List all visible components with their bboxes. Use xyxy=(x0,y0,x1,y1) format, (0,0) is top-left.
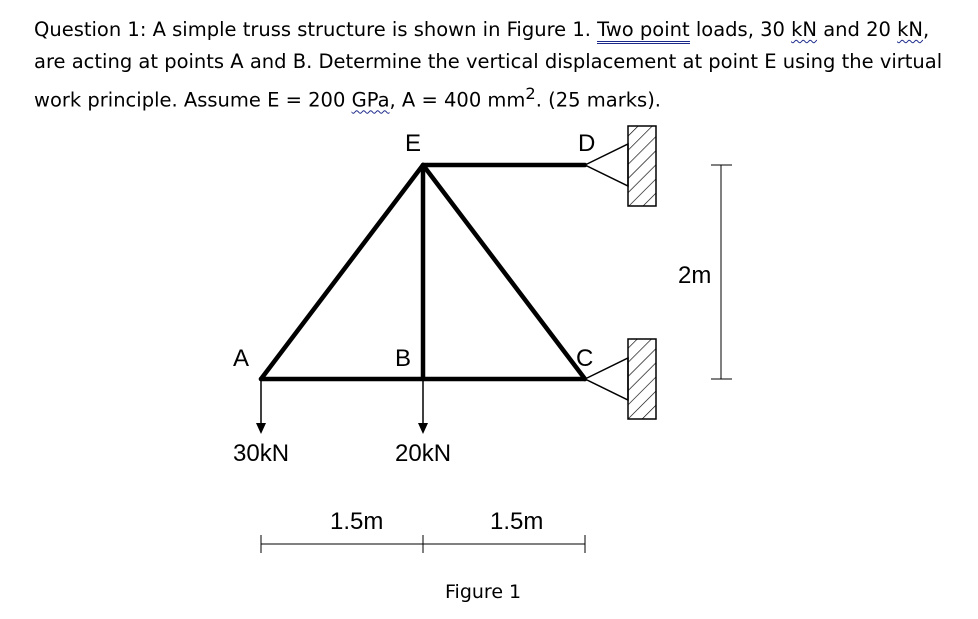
support-d xyxy=(585,126,656,206)
question-prefix: Question 1: A simple truss structure is shown in Figure 1. xyxy=(34,18,598,41)
truss-members xyxy=(261,165,585,379)
two-point-text: Two point xyxy=(597,18,690,44)
superscript-2: 2 xyxy=(525,84,536,103)
height-dimension xyxy=(711,165,732,379)
kn-unit-1: kN xyxy=(791,18,818,41)
kn-unit-2: kN xyxy=(897,18,924,41)
support-c-wall xyxy=(628,339,656,419)
node-label-e: E xyxy=(405,130,422,157)
dimension-label-height: 2m xyxy=(678,262,712,289)
node-label-d: D xyxy=(578,130,596,157)
gpa-unit: GPa xyxy=(351,88,390,112)
load-arrowhead-b xyxy=(418,423,428,434)
dimension-label-right: 1.5m xyxy=(490,508,544,535)
question-suffix: . (25 marks). xyxy=(535,88,662,112)
support-d-wall xyxy=(628,126,656,206)
figure-caption: Figure 1 xyxy=(445,581,522,603)
node-label-a: A xyxy=(233,345,250,372)
load-label-a: 30kN xyxy=(233,440,290,467)
question-line2: , are acting at points A and B. Determine the vertical displacement at point E using the virtual work principle. Assume E = 200 xyxy=(34,18,943,112)
load-arrows xyxy=(261,381,423,425)
load-arrowhead-a xyxy=(256,423,266,434)
loads-text: loads, 30 xyxy=(689,18,792,41)
support-c xyxy=(585,339,656,419)
member-ec xyxy=(423,165,585,379)
span-dimension xyxy=(261,535,585,553)
node-label-c: C xyxy=(576,345,594,372)
dimension-label-left: 1.5m xyxy=(330,508,384,535)
area-text: , A = 400 mm xyxy=(389,88,526,112)
load-label-b: 20kN xyxy=(395,440,452,467)
and-text: and 20 xyxy=(817,18,898,41)
node-label-b: B xyxy=(395,345,412,372)
